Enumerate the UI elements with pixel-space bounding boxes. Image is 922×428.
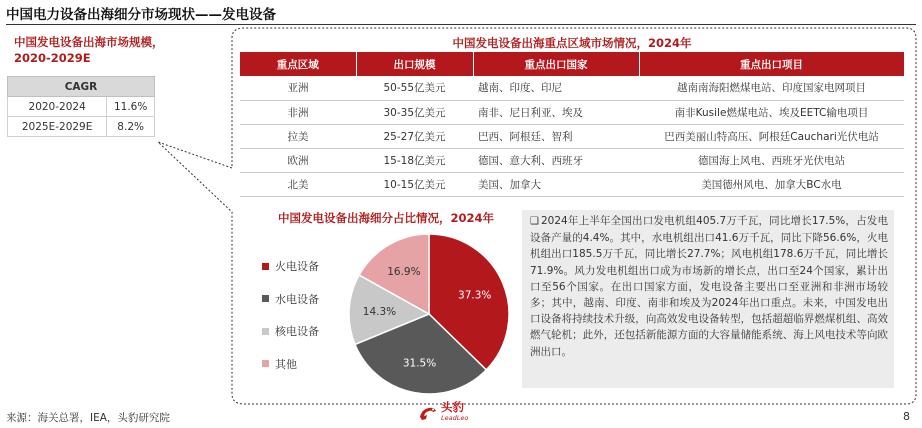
export-scale-cell: 25-27亿美元 bbox=[356, 124, 473, 148]
export-scale-cell: 30-35亿美元 bbox=[356, 100, 473, 124]
countries-cell: 南非、尼日利亚、埃及 bbox=[473, 100, 639, 124]
cagr-value: 11.6% bbox=[107, 97, 155, 117]
region-cell: 欧洲 bbox=[240, 148, 356, 172]
table-row bbox=[240, 76, 904, 100]
column-header: 重点出口项目 bbox=[639, 52, 904, 76]
region-cell: 非洲 bbox=[240, 100, 356, 124]
legend-swatch bbox=[262, 360, 269, 367]
region-cell: 拉美 bbox=[240, 124, 356, 148]
page-title: 中国电力设备出海细分市场现状——发电设备 bbox=[6, 7, 276, 23]
export-scale-cell: 10-15亿美元 bbox=[356, 172, 473, 196]
logo-name-en: LeadLeo bbox=[441, 414, 469, 422]
title-divider bbox=[6, 24, 916, 25]
column-header: 出口规模 bbox=[356, 52, 473, 76]
region-cell: 亚洲 bbox=[240, 76, 356, 100]
legend-swatch bbox=[262, 263, 269, 270]
projects-cell: 德国海上风电、西班牙光伏电站 bbox=[639, 148, 904, 172]
legend-item bbox=[262, 250, 319, 283]
legend-label: 核电设备 bbox=[275, 325, 319, 339]
pie-data-label: 31.5% bbox=[402, 357, 437, 370]
cagr-table bbox=[7, 76, 155, 137]
column-header: 重点出口国家 bbox=[473, 52, 639, 76]
column-header: 重点区域 bbox=[240, 52, 356, 76]
projects-cell: 美国德州风电、加拿大BC水电 bbox=[639, 172, 904, 196]
table-row bbox=[240, 172, 904, 196]
cagr-value: 8.2% bbox=[107, 117, 155, 137]
pie-chart-title: 中国发电设备出海细分占比情况，2024年 bbox=[277, 211, 494, 225]
cagr-period: 2025E-2029E bbox=[8, 117, 107, 137]
page-number: 8 bbox=[903, 410, 910, 423]
export-scale-cell: 50-55亿美元 bbox=[356, 76, 473, 100]
cagr-header: CAGR bbox=[8, 77, 155, 97]
table-row bbox=[8, 97, 155, 117]
legend-item bbox=[262, 315, 319, 348]
export-scale-cell: 15-18亿美元 bbox=[356, 148, 473, 172]
countries-cell: 越南、印度、印尼 bbox=[473, 76, 639, 100]
pie-chart bbox=[343, 228, 515, 400]
countries-cell: 巴西、阿根廷、智利 bbox=[473, 124, 639, 148]
region-cell: 北美 bbox=[240, 172, 356, 196]
pie-data-label: 16.9% bbox=[387, 266, 421, 279]
legend-label: 水电设备 bbox=[275, 292, 319, 306]
logo-name-cn: 头豹 bbox=[441, 400, 464, 414]
legend-swatch bbox=[262, 328, 269, 335]
legend-label: 火电设备 bbox=[275, 260, 319, 274]
projects-cell: 越南南海阳燃煤电站、印度国家电网项目 bbox=[639, 76, 904, 100]
legend-swatch bbox=[262, 295, 269, 302]
table-row bbox=[240, 124, 904, 148]
summary-text: 2024年上半年全国出口发电机组405.7万千瓦，同比增长17.5%，占发电设备产量的4.4%。其中，水电机组出口41.6万千瓦，同比下降56.6%，火电机组出口185.5万千瓦，同比增长27.7%；风电机组178.6万千瓦，同比增长71.9%。风力发电机组出口成为市场新的增长点，出口至24个国家，累计出口至56个国家。在出口国家方面，发电设备主要出口至亚洲和非洲市场较多；其中，越南、印度、南非和埃及为2024年出口重点。未来，中国发电出口设备将持续技术升级，向高效发电设备转型，包括超超临界燃煤机组、高效燃气轮机；此外，还包括新能源方面的大容量储能系统、海上风电技术等向欧洲出口。 bbox=[530, 215, 888, 358]
pie-data-label: 14.3% bbox=[362, 306, 397, 319]
leopard-icon bbox=[418, 403, 438, 423]
source-note: 来源：海关总署，IEA，头豹研究院 bbox=[6, 412, 170, 424]
table-header-row bbox=[240, 52, 904, 76]
table-row bbox=[240, 148, 904, 172]
pie-legend bbox=[262, 250, 319, 380]
legend-item bbox=[262, 283, 319, 316]
legend-item bbox=[262, 348, 319, 381]
brand-logo bbox=[418, 402, 468, 424]
table-row bbox=[240, 100, 904, 124]
projects-cell: 巴西美丽山特高压、阿根廷Cauchari光伏电站 bbox=[639, 124, 904, 148]
countries-cell: 美国、加拿大 bbox=[473, 172, 639, 196]
region-table bbox=[240, 52, 905, 197]
projects-cell: 南非Kusile燃煤电站、埃及EETC输电项目 bbox=[639, 100, 904, 124]
cagr-period: 2020-2024 bbox=[8, 97, 107, 117]
summary-box bbox=[522, 210, 894, 388]
region-table-title: 中国发电设备出海重点区域市场情况，2024年 bbox=[452, 36, 692, 50]
legend-label: 其他 bbox=[275, 357, 297, 371]
pie-data-label: 37.3% bbox=[458, 289, 492, 302]
market-size-title: 中国发电设备出海市场规模，2020-2029E bbox=[14, 35, 164, 65]
table-row bbox=[8, 117, 155, 137]
countries-cell: 德国、意大利、西班牙 bbox=[473, 148, 639, 172]
bullet-icon: ❑ bbox=[530, 216, 539, 227]
